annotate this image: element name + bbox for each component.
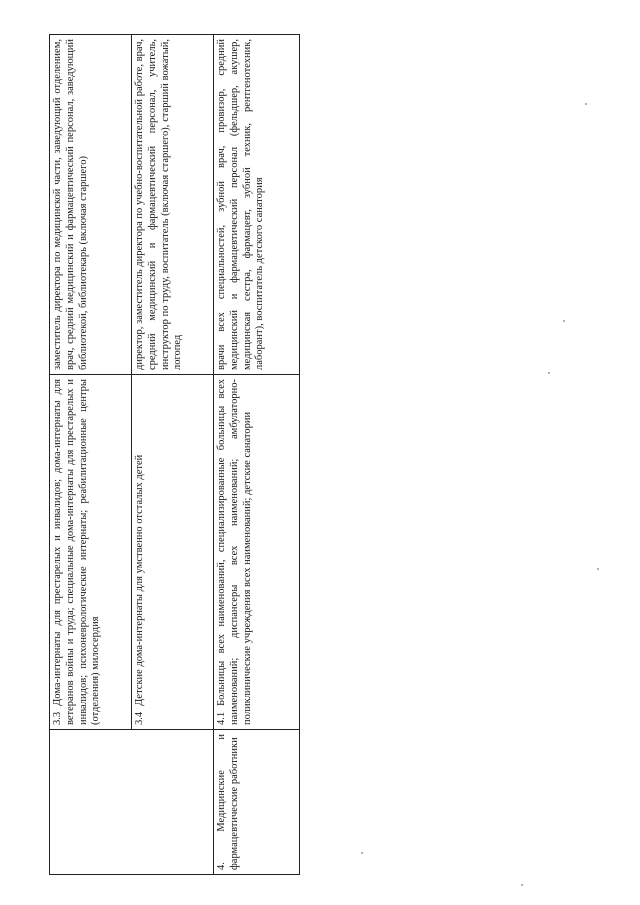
scan-speck <box>548 372 550 374</box>
rotated-document-table <box>49 35 299 875</box>
institutions-text: Детские дома-интернаты для умственно отсталых детей <box>134 454 145 706</box>
item-code: 3.3 <box>52 711 63 725</box>
scan-speck <box>597 568 599 570</box>
scan-speck <box>361 852 363 854</box>
institutions-text: Дома-интернаты для престарелых и инвалидов; дома-интернаты для ветеранов войны и труда; специальные дома-интернаты для престарелых и инвалидов; психоневрологические интернаты; реабилитационные центры (отделения) милосердия <box>52 379 102 725</box>
scan-speck <box>563 320 565 322</box>
positions-table <box>49 34 300 875</box>
category-cell <box>50 730 214 875</box>
item-code: 3.4 <box>134 711 145 725</box>
positions-cell: врачи всех специальностей, зубной врач, провизор, средний медицинский и фармацевтический персонал (фельдшер, акушер, медицинская сестра, фармацевт, зубной техник, рентгенотехник, лаборант), воспитатель детского санатория <box>214 35 300 375</box>
institutions-cell <box>214 375 300 730</box>
positions-cell: директор, заместитель директора по учебно-воспитательной работе, врач, средний медицинский и фармацевтический персонал, учитель, инструктор по труду, воспитатель (включая старшего), старший вожатый, логопед <box>132 35 214 375</box>
positions-cell: заместитель директора по медицинской части, заведующий отделением, врач, средний медицинский и фармацевтический персонал, заведующий библиотекой, библиотекарь (включая старшего) <box>50 35 132 375</box>
table-row <box>50 35 132 875</box>
item-code: 4.1 <box>216 711 227 725</box>
institutions-text: Больницы всех наименований, специализированные больницы всех наименований; диспансеры всех наименований; амбулаторно-поликлинические учреждения всех наименований; детские санатории <box>216 379 253 725</box>
scan-speck <box>585 103 587 105</box>
scan-speck <box>521 884 523 886</box>
institutions-cell <box>50 375 132 730</box>
category-cell: 4. Медицинские и фармацевтические работники <box>214 730 300 875</box>
institutions-cell <box>132 375 214 730</box>
table-row <box>214 35 300 875</box>
